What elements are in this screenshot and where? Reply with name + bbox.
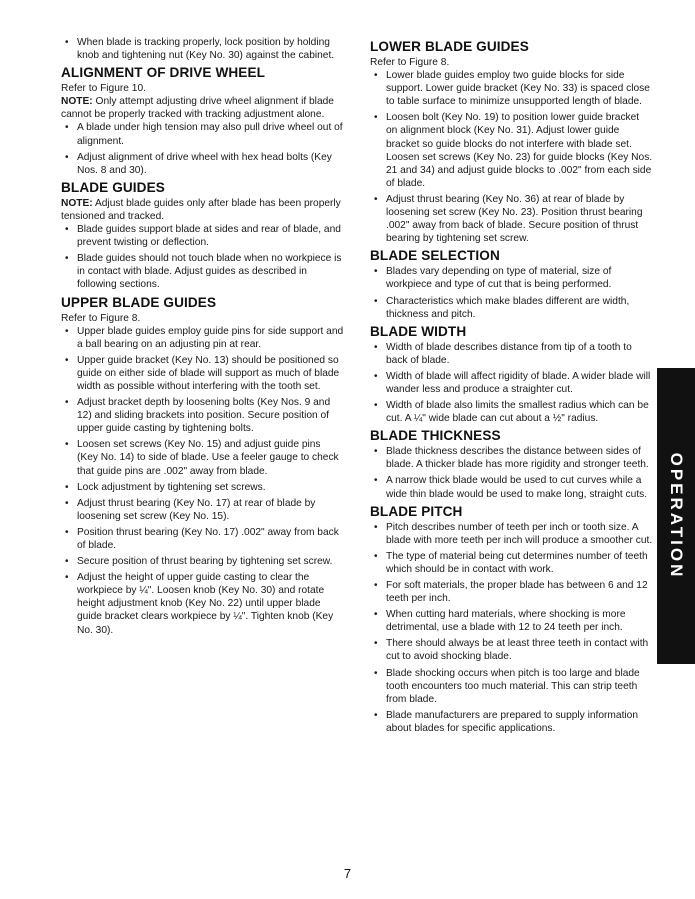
note-label: NOTE: (61, 96, 93, 108)
drive-wheel-bullet-list (61, 121, 344, 176)
bullet-item: • Width of blade describes distance from tip of a tooth to back of blade. (370, 341, 653, 367)
blade-pitch-bullet-list (370, 521, 653, 735)
blade-selection-heading: BLADE SELECTION (370, 248, 500, 264)
blade-width-heading: BLADE WIDTH (370, 323, 467, 339)
bullet-item: • Upper blade guides employ guide pins for side support and a ball bearing on an adjusting pin at rear. (61, 325, 344, 351)
bullet-item: • A narrow thick blade would be used to cut curves while a wide thin blade would be used to make long, straight cuts. (370, 474, 653, 500)
bullet-item: • Blade manufacturers are prepared to supply information about blades for specific applications. (370, 709, 653, 735)
bullet-item: • Adjust the height of upper guide casting to clear the workpiece by ¼". Loosen knob (Key No. 30) and rotate height adjustment knob (Key No. 22) until upper blade guide bracket clears workpiece by ¼". Tighten knob (Key No. 30). (61, 571, 344, 636)
bullet-item: • Lower blade guides employ two guide blocks for side support. Lower guide bracket (Key No. 33) is spaced close to table surface to minimize unsupported length of blade. (370, 69, 653, 108)
bullet-item: • When blade is tracking properly, lock position by holding knob and tightening nut (Key No. 30) against the cabinet. (61, 36, 344, 62)
blade-guides-heading: BLADE GUIDES (61, 179, 165, 195)
bullet-item: • There should always be at least three teeth in contact with cut to avoid shocking blade. (370, 637, 653, 663)
bullet-item: • Adjust alignment of drive wheel with hex head bolts (Key Nos. 8 and 30). (61, 151, 344, 177)
bullet-item: • Pitch describes number of teeth per inch or tooth size. A blade with more teeth per inch will produce a smoother cut. (370, 521, 653, 547)
bullet-item: • Blade guides support blade at sides and rear of blade, and prevent twisting or deflection. (61, 223, 344, 249)
blade-width-bullet-list (370, 341, 653, 426)
drive-wheel-note (61, 95, 344, 121)
note-label: NOTE: (61, 197, 93, 209)
blade-pitch-section (370, 504, 653, 735)
bullet-item: • Adjust thrust bearing (Key No. 36) at rear of blade by loosening set screw (Key No. 23). Position thrust bearing .002" away from back of blade. Secure position of thrust bearing by tightening set screw. (370, 193, 653, 245)
blade-selection-bullet-list (370, 265, 653, 320)
operation-side-tab (657, 368, 695, 664)
bullet-item: • For soft materials, the proper blade has between 6 and 12 teeth per inch. (370, 579, 653, 605)
blade-pitch-heading: BLADE PITCH (370, 503, 463, 519)
blade-guides-note (61, 197, 344, 223)
left-column (61, 36, 344, 640)
lower-guides-bullet-list (370, 69, 653, 245)
lower-guides-heading: LOWER BLADE GUIDES (370, 39, 529, 54)
upper-guides-heading: UPPER BLADE GUIDES (61, 294, 217, 310)
bullet-item: • The type of material being cut determines number of teeth which should be in contact with work. (370, 550, 653, 576)
intro-bullet-list (61, 36, 344, 62)
note-text: Only attempt adjusting drive wheel alignment if blade cannot be properly tracked with tracking adjustment alone. (61, 96, 334, 121)
drive-wheel-heading: ALIGNMENT OF DRIVE WHEEL (61, 65, 266, 81)
blade-width-section (370, 324, 653, 426)
bullet-item: • Adjust bracket depth by loosening bolts (Key Nos. 9 and 12) and sliding brackets into position. Secure position of upper guide casting by tightening bolts. (61, 396, 344, 435)
bullet-item: • Blade thickness describes the distance between sides of blade. A thicker blade has more rigidity and stronger teeth. (370, 445, 653, 471)
bullet-item: • Upper guide bracket (Key No. 13) should be positioned so guide on either side of blade will support as much of blade width as possible without interfering with the tooth set. (61, 354, 344, 393)
bullet-item: • Width of blade also limits the smallest radius which can be cut. A ¼" wide blade can cut about a ½" radius. (370, 399, 653, 425)
page-number: 7 (343, 866, 352, 881)
bullet-item: • When cutting hard materials, where shocking is more detrimental, use a blade with 12 to 24 teeth per inch. (370, 608, 653, 634)
upper-guides-section (61, 295, 344, 637)
blade-selection-section (370, 248, 653, 320)
bullet-item: • Blades vary depending on type of material, size of workpiece and type of cut that is being performed. (370, 265, 653, 291)
bullet-item: • A blade under high tension may also pull drive wheel out of alignment. (61, 121, 344, 147)
blade-guides-bullet-list (61, 223, 344, 291)
upper-guides-refer: Refer to Figure 8. (61, 312, 141, 324)
bullet-item: • Blade shocking occurs when pitch is too large and blade tooth encounters too much material. This can strip teeth from blade. (370, 667, 653, 706)
bullet-item: • Loosen set screws (Key No. 15) and adjust guide pins (Key No. 14) to side of blade. Use a feeler gauge to check that guide pins are .002" away from blade. (61, 438, 344, 477)
blade-thickness-section (370, 428, 653, 500)
drive-wheel-refer: Refer to Figure 10. (61, 83, 146, 95)
blade-guides-section (61, 180, 344, 292)
bullet-item: • Width of blade will affect rigidity of blade. A wider blade will wander less and produce a straighter cut. (370, 370, 653, 396)
bullet-item: • Position thrust bearing (Key No. 17) .002" away from back of blade. (61, 526, 344, 552)
bullet-item: • Adjust thrust bearing (Key No. 17) at rear of blade by loosening set screw (Key No. 15). (61, 497, 344, 523)
right-column (370, 36, 653, 738)
bullet-item: • Characteristics which make blades different are width, thickness and pitch. (370, 295, 653, 321)
lower-guides-refer: Refer to Figure 8. (370, 57, 450, 68)
bullet-item: • Lock adjustment by tightening set screws. (61, 481, 344, 494)
note-text: Adjust blade guides only after blade has been properly tensioned and tracked. (61, 197, 341, 222)
side-tab-label: OPERATION (667, 452, 686, 580)
lower-guides-section (370, 39, 653, 245)
drive-wheel-section (61, 65, 344, 177)
blade-thickness-bullet-list (370, 445, 653, 500)
upper-guides-bullet-list (61, 325, 344, 637)
bullet-item: • Blade guides should not touch blade when no workpiece is in contact with blade. Adjust guides as described in following sections. (61, 252, 344, 291)
blade-thickness-heading: BLADE THICKNESS (370, 428, 501, 444)
bullet-item: • Secure position of thrust bearing by tightening set screw. (61, 555, 344, 568)
bullet-item: • Loosen bolt (Key No. 19) to position lower guide bracket on alignment block (Key No. 31). Adjust lower guide bracket so guide blocks do not interfere with blade set. Loosen set screws (Key No. 23) for guide blocks (Key Nos. 21 and 34) and adjust guide blocks to .002" from each side of blade. (370, 111, 653, 190)
